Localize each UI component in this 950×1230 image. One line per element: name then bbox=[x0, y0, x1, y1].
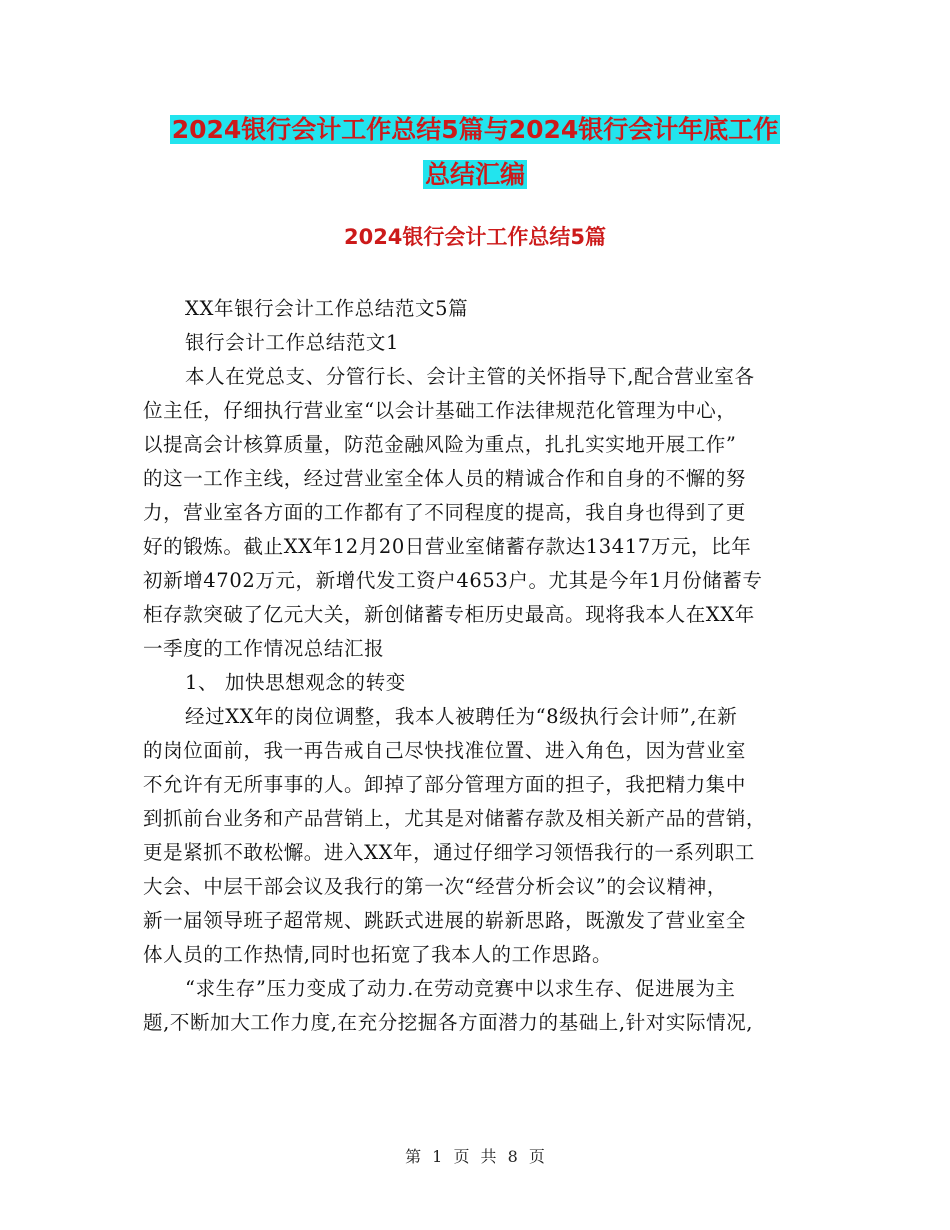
paragraph-line: 到抓前台业务和产品营销上，尤其是对储蓄存款及相关新产品的营销， bbox=[143, 807, 767, 830]
paragraph-line: 本人在党总支、分管行长、会计主管的关怀指导下,配合营业室各 bbox=[185, 365, 755, 388]
document-title-line-2 bbox=[0, 155, 950, 195]
section-title: 2024银行会计工作总结5篇 bbox=[343, 225, 607, 249]
list-heading: 1、 加快思想观念的转变 bbox=[185, 671, 406, 694]
paragraph-line: 位主任，仔细执行营业室“以会计基础工作法律规范化管理为中心， bbox=[143, 399, 737, 422]
title-highlight: 总结汇编 bbox=[424, 160, 525, 189]
paragraph-line: 的岗位面前，我一再告戒自己尽快找准位置、进入角色，因为营业室 bbox=[143, 739, 747, 762]
paragraph-line: 大会、中层干部会议及我行的第一次“经营分析会议”的会议精神， bbox=[143, 875, 727, 898]
paragraph-line: 一季度的工作情况总结汇报 bbox=[143, 637, 385, 660]
paragraph-line: 题,不断加大工作力度,在充分挖掘各方面潜力的基础上,针对实际情况, bbox=[143, 1011, 754, 1034]
paragraph-line: 更是紧抓不敢松懈。进入XX年，通过仔细学习领悟我行的一系列职工 bbox=[143, 841, 755, 864]
paragraph-line: “求生存”压力变成了动力.在劳动竞赛中以求生存、促进展为主 bbox=[185, 977, 736, 1000]
document-body bbox=[143, 292, 823, 1040]
paragraph-line: 力，营业室各方面的工作都有了不同程度的提高，我自身也得到了更 bbox=[143, 501, 747, 524]
paragraph-line: 银行会计工作总结范文1 bbox=[185, 331, 400, 354]
paragraph-line: 经过XX年的岗位调整，我本人被聘任为“8级执行会计师”,在新 bbox=[185, 705, 738, 728]
paragraph-line: 以提高会计核算质量，防范金融风险为重点，扎扎实实地开展工作” bbox=[143, 433, 737, 456]
paragraph-line: 柜存款突破了亿元大关，新创储蓄专柜历史最高。现将我本人在XX年 bbox=[143, 603, 755, 626]
paragraph-line: 初新增4702万元，新增代发工资户4653户。尤其是今年1月份储蓄专 bbox=[143, 569, 763, 592]
document-title-line-1 bbox=[0, 110, 950, 150]
paragraph-line: 的这一工作主线，经过营业室全体人员的精诚合作和自身的不懈的努 bbox=[143, 467, 747, 490]
paragraph-line: 不允许有无所事事的人。卸掉了部分管理方面的担子，我把精力集中 bbox=[143, 773, 747, 796]
paragraph-line: 新一届领导班子超常规、跳跃式进展的崭新思路，既激发了营业室全 bbox=[143, 909, 747, 932]
paragraph-line: 好的锻炼。截止XX年12月20日营业室储蓄存款达13417万元，比年 bbox=[143, 535, 752, 558]
paragraph-line: 体人员的工作热情,同时也拓宽了我本人的工作思路。 bbox=[143, 943, 613, 966]
page-footer: 第 1 页 共 8 页 bbox=[405, 1147, 545, 1166]
title-highlight: 2024银行会计工作总结5篇与2024银行会计年底工作 bbox=[171, 115, 779, 144]
paragraph-line: XX年银行会计工作总结范文5篇 bbox=[185, 297, 469, 320]
